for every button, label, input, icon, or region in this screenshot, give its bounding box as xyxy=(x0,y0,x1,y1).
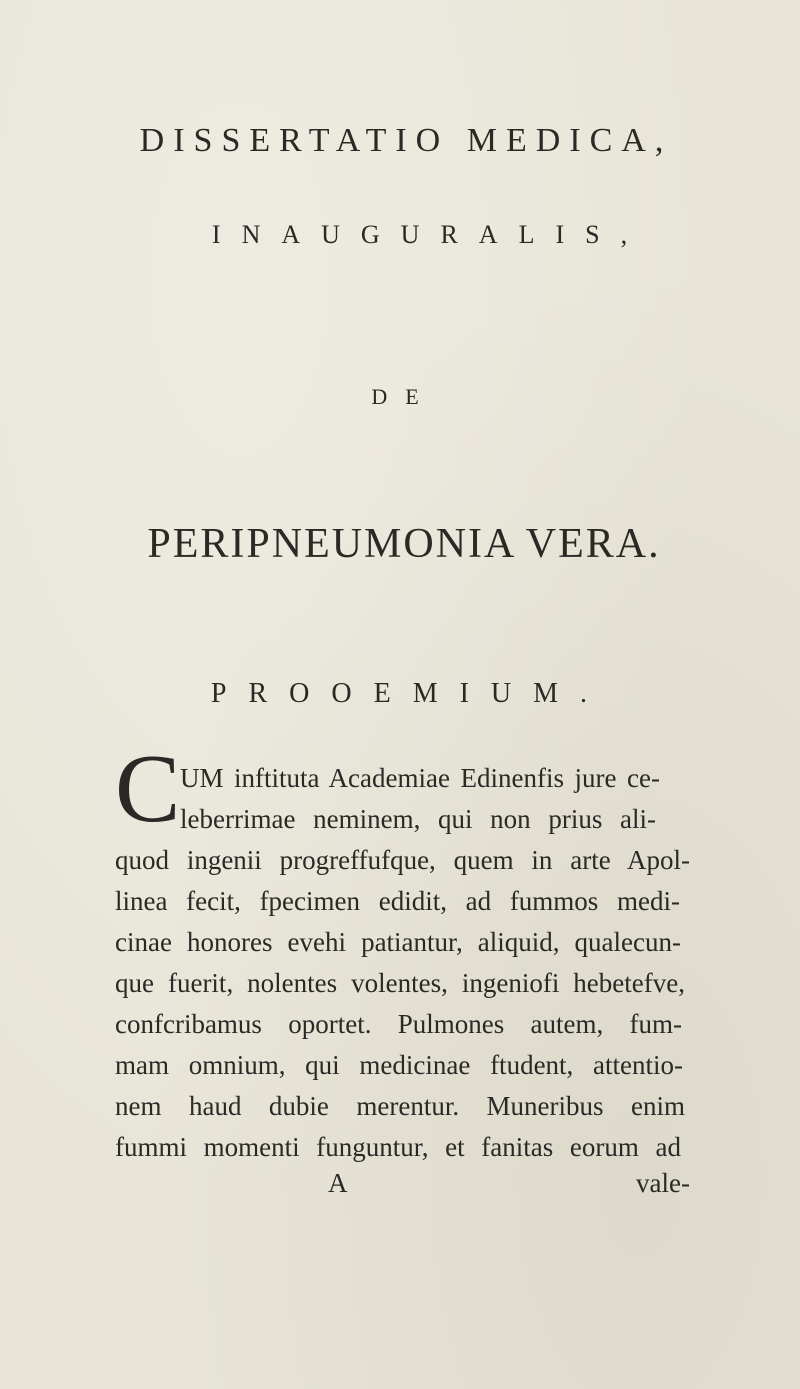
title-line-de: DE xyxy=(371,384,437,409)
signature-mark: A xyxy=(328,1168,348,1198)
title-line-peripneumonia: PERIPNEUMONIA VERA. xyxy=(147,521,661,567)
catchword: vale- xyxy=(636,1168,690,1198)
body-line: quod ingenii progreffufque, quem in arte Apol- xyxy=(115,845,690,875)
drop-cap: C xyxy=(115,735,181,843)
body-line: leberrimae neminem, qui non prius ali- xyxy=(180,804,656,834)
title-line-dissertatio: DISSERTATIO MEDICA, xyxy=(139,122,673,159)
body-line: UM inftituta Academiae Edinenfis jure ce- xyxy=(180,763,660,793)
body-line: que fuerit, nolentes volentes, ingeniofi hebetefve, xyxy=(115,968,685,998)
body-line: fummi momenti funguntur, et fanitas eorum ad xyxy=(115,1132,681,1162)
body-line: linea fecit, fpecimen edidit, ad fummos medi- xyxy=(115,886,680,916)
body-line: confcribamus oportet. Pulmones autem, fum- xyxy=(115,1009,682,1039)
title-line-inauguralis: INAUGURALIS, xyxy=(211,220,649,249)
body-line: cinae honores evehi patiantur, aliquid, qualecun- xyxy=(115,927,681,957)
body-line: nem haud dubie merentur. Muneribus enim xyxy=(115,1091,685,1121)
section-heading: PROOEMIUM. xyxy=(210,678,610,709)
body-line: mam omnium, qui medicinae ftudent, attentio- xyxy=(115,1050,683,1080)
